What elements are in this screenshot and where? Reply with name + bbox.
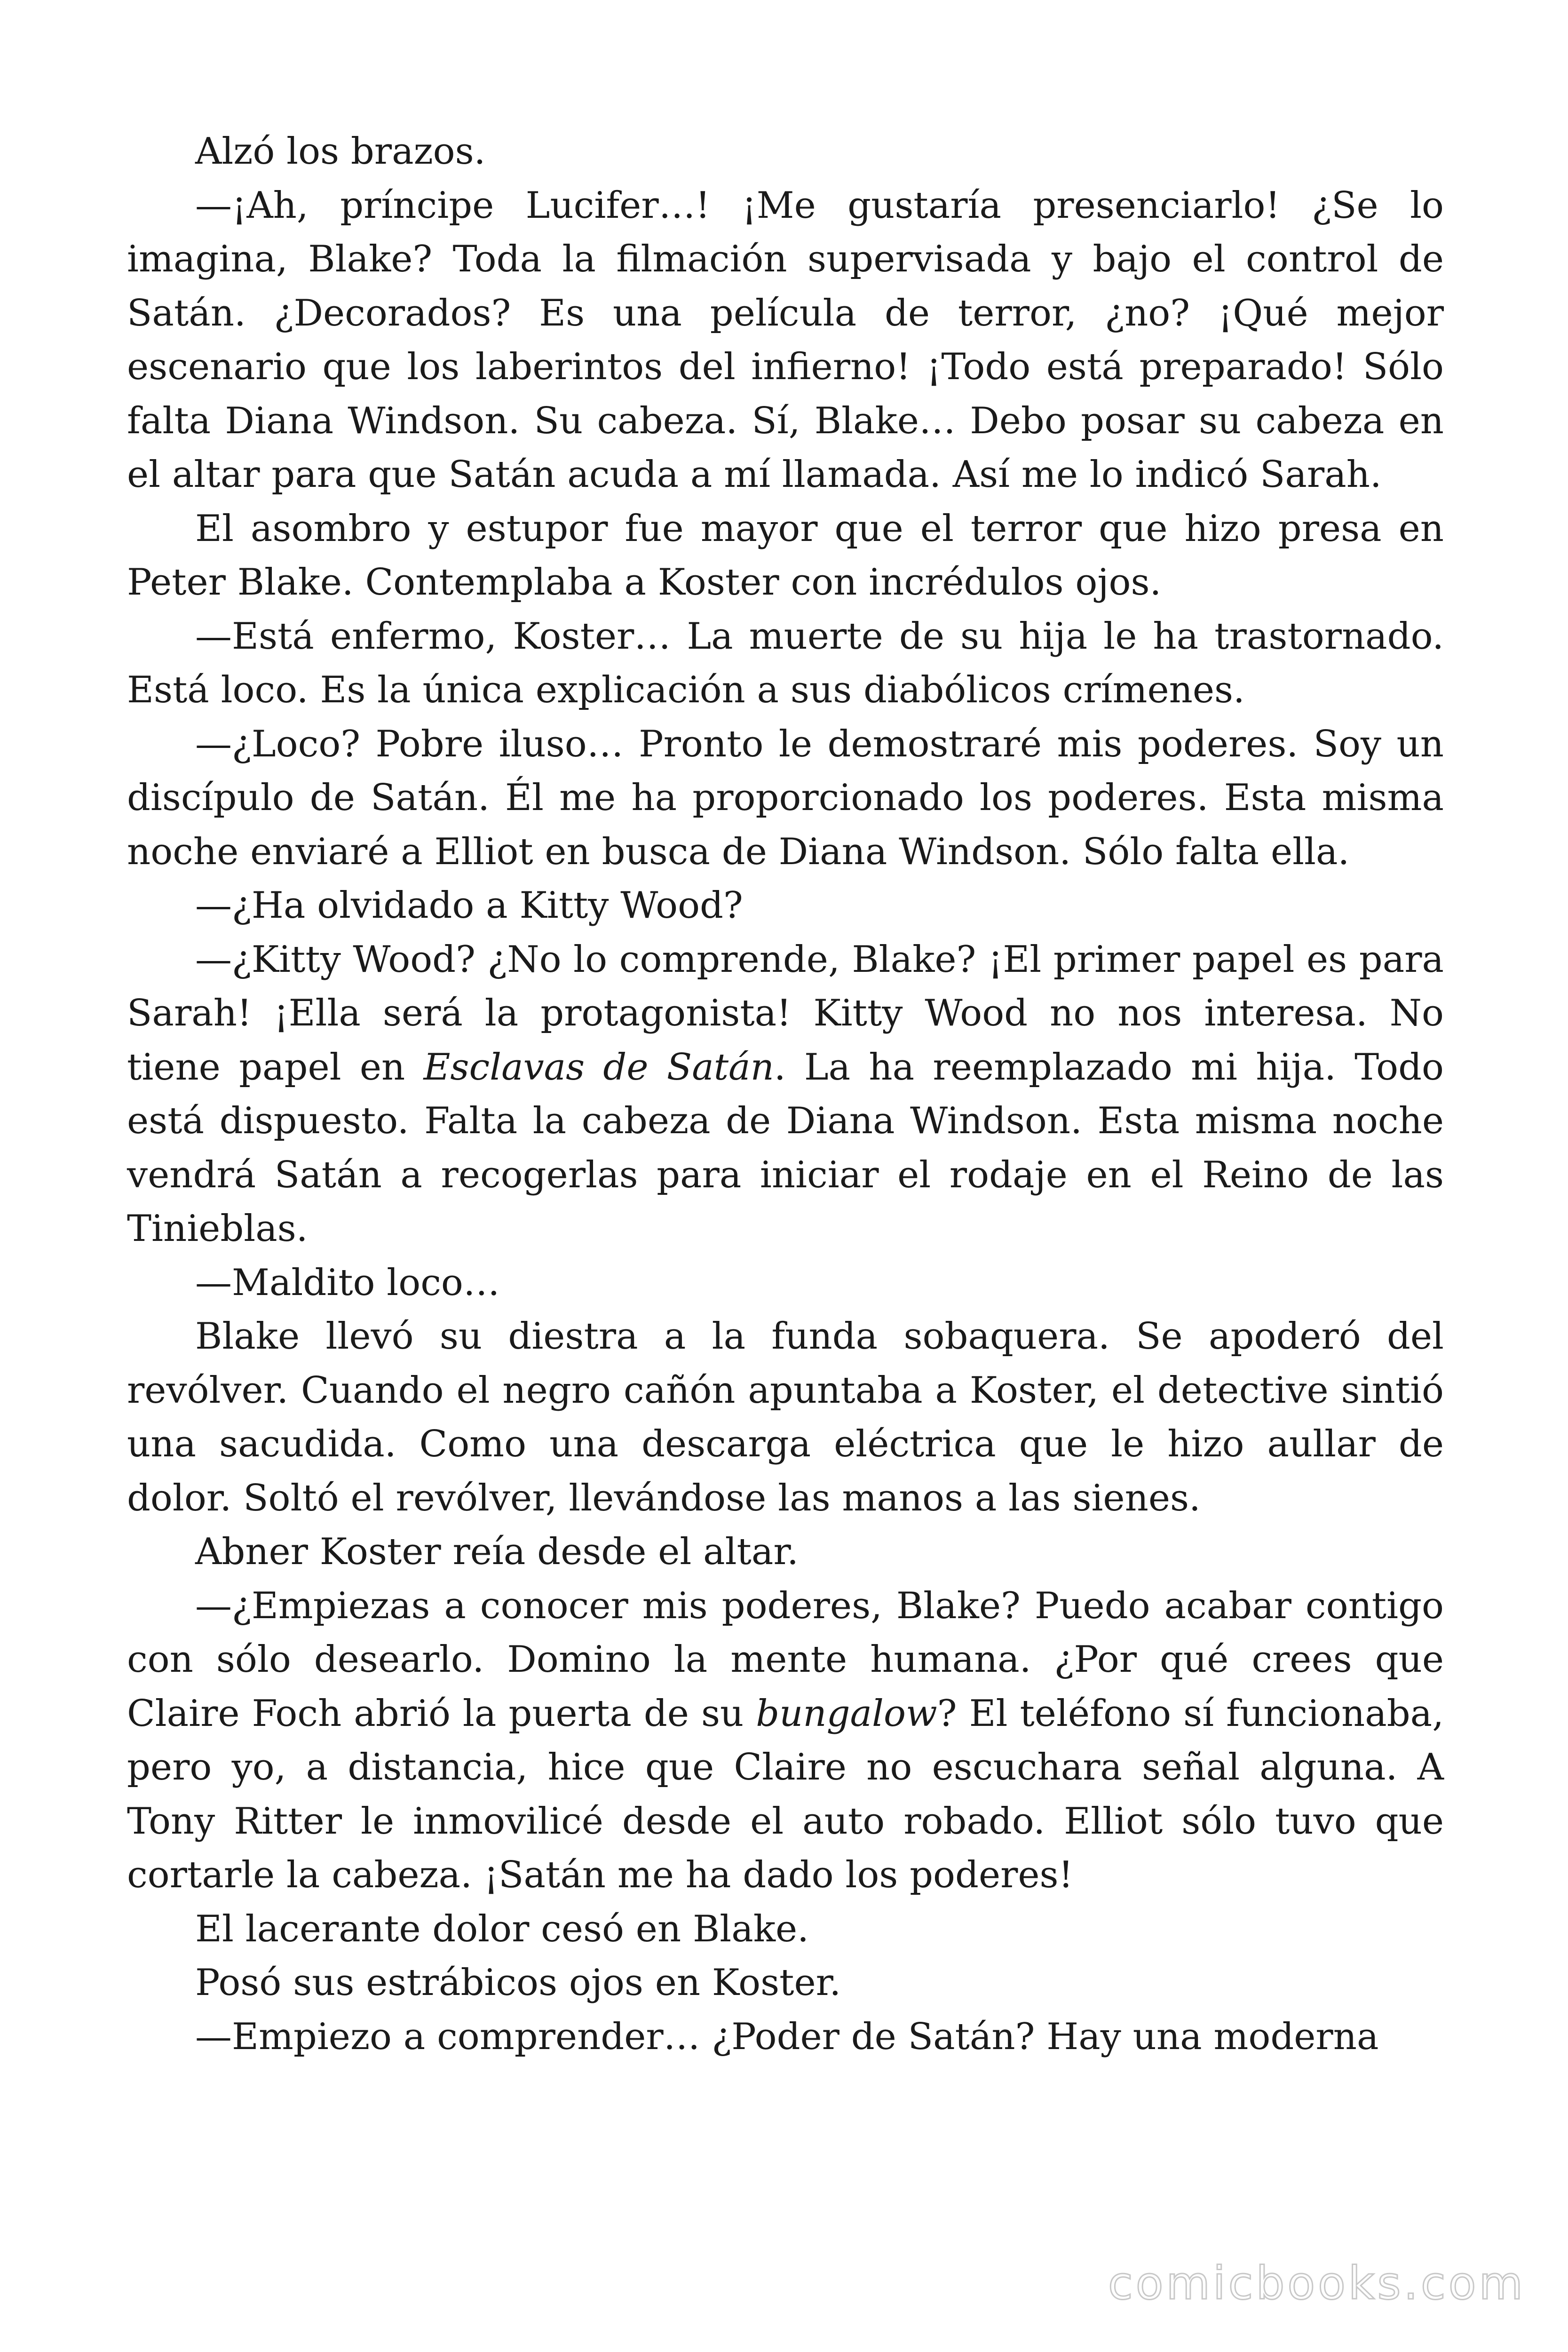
watermark: comicbooks.com [1108,2257,1526,2310]
paragraph-7 [127,933,1444,1256]
paragraph-10: Abner Koster reía desde el altar. [195,1531,799,1573]
paragraph-5: —¿Loco? Pobre iluso… Pronto le demostraré mis poderes. Soy un discípulo de Satán. Él me ha proporcionado los poderes. Esta misma noche enviaré a Elliot en busca de Diana Windson. Sólo falta ella. [127,723,1444,873]
paragraph-2: —¡Ah, príncipe Lucifer…! ¡Me gustaría presenciarlo! ¿Se lo imagina, Blake? Toda la filmación supervisada y bajo el control de Satán. ¿Decorados? Es una película de terror, ¿no? ¡Qué mejor escenario que los laberintos del infierno! ¡Todo está preparado! Sólo falta Diana Windson. Su cabeza. Sí, Blake… Debo posar su cabeza en el altar para que Satán acuda a mí llamada. Así me lo indicó Sarah. [127,184,1444,496]
book-page [127,125,1444,2064]
paragraph-8: —Maldito loco… [195,1261,500,1304]
book-title-italic: Esclavas de Satán [423,1046,774,1089]
paragraph-9: Blake llevó su diestra a la funda sobaquera. Se apoderó del revólver. Cuando el negro cañón apuntaba a Koster, el detective sintió una sacudida. Como una descarga eléctrica que le hizo aullar de dolor. Soltó el revólver, llevándose las manos a las sienes. [127,1315,1444,1519]
paragraph-3: El asombro y estupor fue mayor que el terror que hizo presa en Peter Blake. Contemplaba a Koster con incrédulos ojos. [127,507,1444,604]
paragraph-12: El lacerante dolor cesó en Blake. [195,1907,809,1950]
bungalow-italic: bungalow [756,1692,937,1735]
paragraph-6: —¿Ha olvidado a Kitty Wood? [195,884,743,927]
paragraph-13: Posó sus estrábicos ojos en Koster. [195,1962,841,2004]
paragraph-11-text-after: ? El teléfono sí funcionaba, pero yo, a distancia, hice que Claire no escuchara señal alguna. A Tony Ritter le inmovilicé desde el auto robado. Elliot sólo tuvo que cortarle la cabeza. ¡Satán me ha dado los poderes! [127,1692,1444,1896]
paragraph-7-text-after: . La ha reemplazado mi hija. Todo está dispuesto. Falta la cabeza de Diana Windson. Esta misma noche vendrá Satán a recogerlas para iniciar el rodaje en el Reino de las Tinieblas. [127,1046,1444,1250]
paragraph-14: —Empiezo a comprender… ¿Poder de Satán? Hay una moderna [195,2015,1379,2058]
paragraph-11 [127,1579,1444,1902]
paragraph-11-text-before: —¿Empiezas a conocer mis poderes, Blake? Puedo acabar contigo con sólo desearlo. Domino la mente humana. ¿Por qué crees que Claire Foch abrió la puerta de su [127,1584,1444,1735]
paragraph-7-text-before: —¿Kitty Wood? ¿No lo comprende, Blake? ¡El primer papel es para Sarah! ¡Ella será la protagonista! Kitty Wood no nos interesa. No tiene papel en [127,938,1444,1089]
paragraph-1: Alzó los brazos. [195,130,486,173]
paragraph-4: —Está enfermo, Koster… La muerte de su hija le ha trastornado. Está loco. Es la única explicación a sus diabólicos crímenes. [127,615,1444,711]
